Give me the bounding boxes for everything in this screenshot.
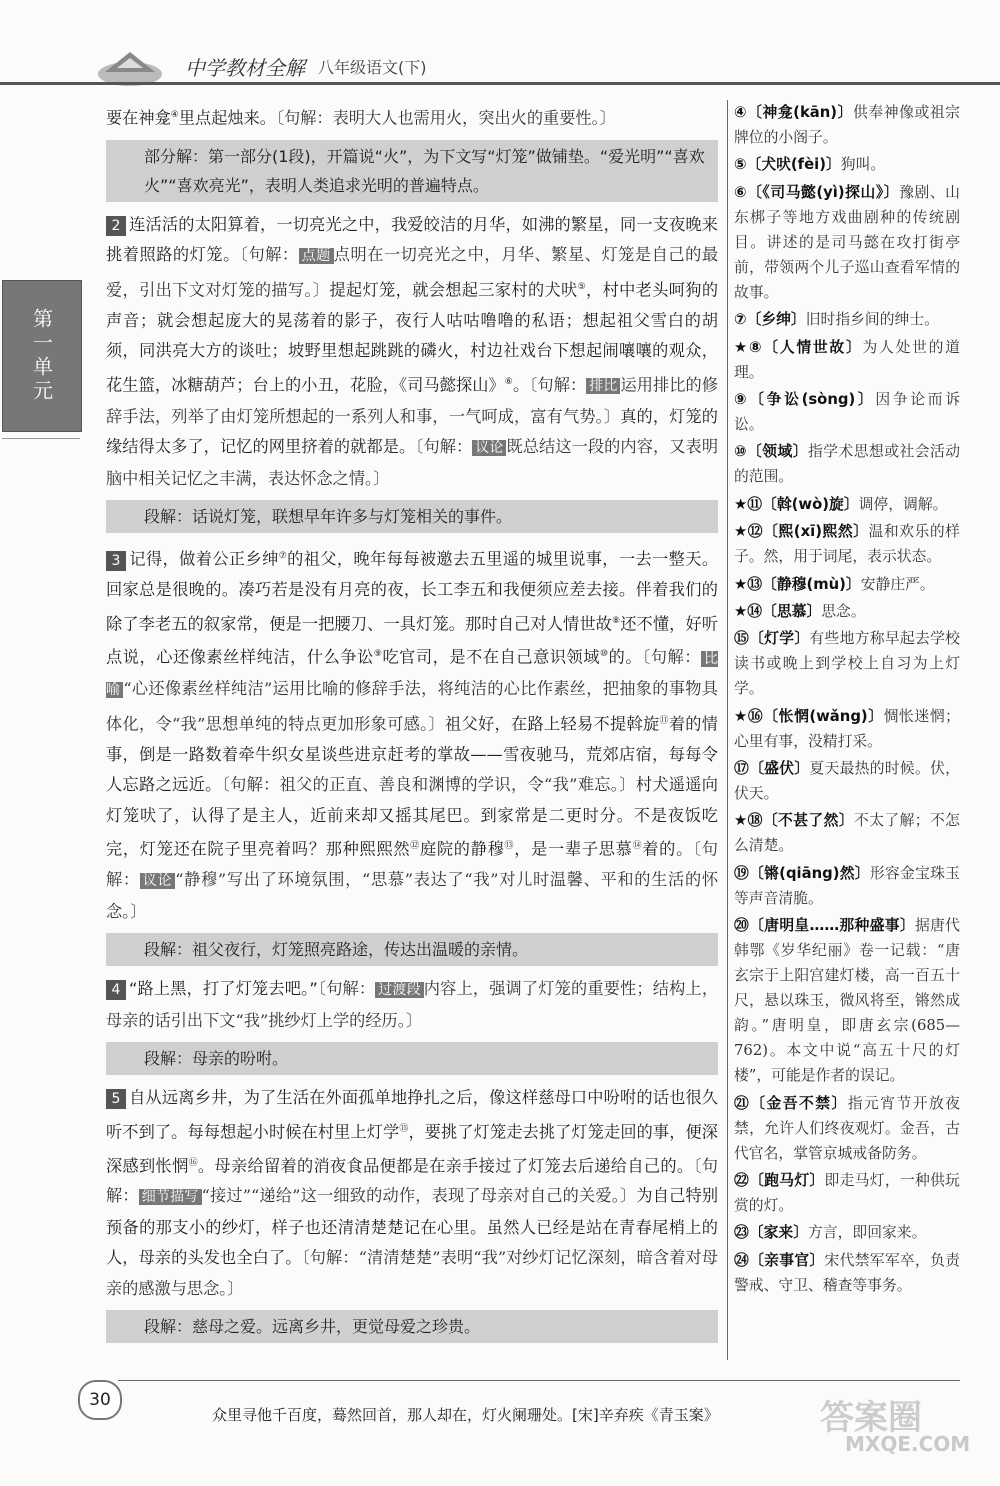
glossary-entry: ⑰〔盛伏〕夏天最热的时候。伏，伏天。 (734, 760, 960, 803)
glossary-entry: ㉔〔亲事官〕宋代禁军军卒，负责警戒、守卫、稽查等事务。 (734, 1251, 960, 1294)
glossary-entry: ★⑯〔怅惘(wǎng)〕惆怅迷惘；心里有事，没精打采。 (734, 707, 960, 750)
glossary-entry: ★⑫〔熙(xī)熙然〕温和欢乐的样子。然，用于词尾，表示状态。 (734, 523, 960, 566)
paragraph-summary: 段解：话说灯笼，联想早年许多与灯笼相关的事件。 (106, 500, 718, 533)
annotation-tag: 点题 (299, 248, 334, 264)
annotation-tag: 议论 (140, 873, 175, 889)
glossary-entry: ★⑧〔人情世故〕为人处世的道理。 (734, 338, 960, 381)
paragraph-number: 4 (106, 980, 126, 1000)
glossary-entry: ㉑〔金吾不禁〕指元宵节开放夜禁，允许人们终夜观灯。金吾，古代官名，掌管京城戒备防务。 (734, 1094, 960, 1162)
paragraph-5: 5 自从远离乡井，为了生活在外面孤单地挣扎之后，像这样慈母口中吩咐的话也很久听不到了。每每想起小时候在村里上灯学⑮，要挑了灯笼走去挑了灯笼走回的事，便深深感到怅惘⑯。母亲给留着的消夜食品便都是在亲手接过了灯笼去后递给自己的。〔句解： 细节描写 “接过”“递给”这一细致的动作，表现了母亲对自己的关爱。〕为自己特别预备的那支小的纱灯，样子也还清清楚楚记在心里。虽然人已经是站在青春尾梢上的人，母亲的头发也全白了。〔句解：“清清楚楚”表明“我”对纱灯记忆深刻，暗含着对母亲的感激与思念。〕 (106, 1088, 719, 1298)
page-number: 30 (78, 1380, 122, 1420)
side-divider (2, 438, 80, 439)
annotation-tag: 议论 (472, 440, 506, 456)
main-text (106, 100, 718, 1351)
page-header (0, 38, 1000, 96)
glossary-entry: ㉓〔家来〕方言，即回家来。 (734, 1224, 927, 1242)
watermark: 答案圈 (820, 1398, 922, 1438)
column-divider (727, 100, 728, 1360)
glossary-entry: ★⑬〔静穆(mù)〕安静庄严。 (734, 575, 935, 593)
annotation-tag: 过渡段 (375, 982, 424, 998)
glossary-entry: ⑨〔争讼(sòng)〕因争论而诉讼。 (734, 390, 960, 433)
page-footer (0, 1370, 1000, 1456)
paragraph-summary: 段解：祖父夜行，灯笼照亮路途，传达出温暖的亲情。 (106, 933, 718, 966)
glossary-entry: ⑤〔犬吠(fèi)〕狗叫。 (734, 156, 886, 174)
glossary-entry: ⑩〔领域〕指学术思想或社会活动的范围。 (734, 443, 960, 486)
paragraph-4: 4 “路上黑，打了灯笼去吧。”〔句解： 过渡段 内容上，强调了灯笼的重要性；结构上，母亲的话引出下文“我”挑纱灯上学的经历。〕 (106, 979, 719, 1030)
glossary-entry: ★⑱〔不甚了然〕不太了解；不怎么清楚。 (734, 812, 960, 855)
unit-side-tab (2, 280, 82, 432)
unit-label: 第一单元 (29, 308, 54, 404)
glossary-column (734, 100, 960, 1300)
glossary-entry: ⑦〔乡绅〕旧时指乡间的绅士。 (734, 311, 939, 329)
glossary-entry: ㉒〔跑马灯〕即走马灯，一种供玩赏的灯。 (734, 1172, 960, 1215)
section-summary: 部分解：第一部分(1段)，开篇说“火”，为下文写“灯笼”做铺垫。“爱光明”“喜欢火”“喜欢亮光”，表明人类追求光明的普遍特点。 (106, 140, 718, 202)
glossary-entry: ★⑪〔斡(wò)旋〕调停，调解。 (734, 495, 948, 513)
glossary-entry: ④〔神龛(kān)〕供奉神像或祖宗牌位的小阁子。 (734, 104, 960, 146)
book-subtitle: 八年级语文(下) (318, 58, 427, 77)
annotation-tag: 排比 (586, 378, 620, 394)
book-title: 中学教材全解 (185, 56, 305, 80)
header-rule (0, 82, 1000, 85)
paragraph-2: 2 连活活的太阳算着，一切亮光之中，我爱皎洁的月华，如沸的繁星，同一支夜晚来挑着照路的灯笼。〔句解： 点题 点明在一切亮光之中，月华、繁星、灯笼是自己的最爱，引出下文对灯笼的描写。〕提起灯笼，就会想起三家村的犬吠⑤，村中老头呵狗的声音；就会想起庞大的晃荡着的影子，夜行人咕咕噜噜的私语；想起祖父雪白的胡须，同洪亮大方的谈吐；坡野里想起跳跳的磷火，村边社戏台下想起闹嚷嚷的观众，花生篮，冰糖葫芦；台上的小丑，花脸，《司马懿探山》⑥。〔句解： 排比 运用排比的修辞手法，列举了由灯笼所想起的一系列人和事，一气呵成，富有气势。〕真的，灯笼的缘结得太多了，记忆的网里挤着的就都是。〔句解： 议论 既总结这一段的内容，又表明脑中相关记忆之丰满，表达怀念之情。〕 (106, 214, 719, 488)
footer-rule (118, 1380, 960, 1381)
watermark-url: MXQE.COM (845, 1432, 971, 1456)
glossary-entry: ⑥〔《司马懿(yì)探山》〕豫剧、山东梆子等地方戏曲剧种的传统剧目。讲述的是司马懿在攻打街亭前，带领两个儿子巡山查看军情的故事。 (734, 183, 960, 301)
glossary-entry: ★⑭〔思慕〕思念。 (734, 602, 866, 620)
glossary-entry: ⑳〔唐明皇……那种盛事〕据唐代韩鄂《岁华纪丽》卷一记载：“唐玄宗于上阳宫建灯楼，高一百五十尺，悬以珠玉，微风将至，锵然成韵。”唐明皇，即唐玄宗(685—762)。本文中说“高五十尺的灯楼”，可能是作者的误记。 (734, 917, 960, 1085)
annotation-tag: 比喻 (106, 650, 719, 699)
paragraph-number: 3 (106, 551, 126, 571)
footer-quote: 众里寻他千百度，蓦然回首，那人却在，灯火阑珊处。[宋]辛弃疾《青玉案》 (212, 1406, 719, 1424)
paragraph-summary: 段解：母亲的吩咐。 (106, 1042, 718, 1075)
glossary-entry: ⑲〔锵(qiāng)然〕形容金宝珠玉等声音清脆。 (734, 864, 960, 907)
paragraph-number: 2 (106, 216, 126, 236)
paragraph-1-tail: 要在神龛④里点起烛来。〔句解：表明大人也需用火，突出火的重要性。〕 (106, 108, 616, 128)
paragraph-number: 5 (106, 1089, 126, 1109)
paragraph-3: 3 记得，做着公正乡绅⑦的祖父，晚年每每被邀去五里遥的城里说事，一去一整天。回家总是很晚的。凑巧若是没有月亮的夜，长工李五和我便须应差去接。伴着我们的除了李老五的叙家常，便是一把腰刀、一具灯笼。那时自己对人情世故⑧还不懂，好听点说，心还像素丝样纯洁，什么争讼⑨吃官司，是不在自己意识领域⑩的。〔句解： 比喻 “心还像素丝样纯洁”运用比喻的修辞手法，将纯洁的心比作素丝，把抽象的事物具体化，令“我”思想单纯的特点更加形象可感。〕祖父好，在路上轻易不提斡旋⑪着的情事，倒是一路数着牵牛织女星谈些进京赶考的掌故——雪夜驰马，荒郊店宿，每每令人忘路之远近。〔句解：祖父的正直、善良和渊博的学识，令“我”难忘。〕村犬遥遥向灯笼吠了，认得了是主人，近前来却又摇其尾巴。到家常是二更时分。不是夜饭吃完，灯笼还在院子里亮着吗？那种熙熙然⑫庭院的静穆⑬，是一辈子思慕⑭着的。〔句解： 议论 “静穆”写出了环境氛围，“思慕”表达了“我”对儿时温馨、平和的生活的怀念。〕 (106, 549, 719, 921)
paragraph-summary: 段解：慈母之爱。远离乡井，更觉母爱之珍贵。 (106, 1310, 718, 1343)
annotation-tag: 细节描写 (139, 1189, 202, 1205)
glossary-entry: ⑮〔灯学〕有些地方称早起去学校读书或晚上到学校上自习为上灯学。 (734, 630, 960, 698)
